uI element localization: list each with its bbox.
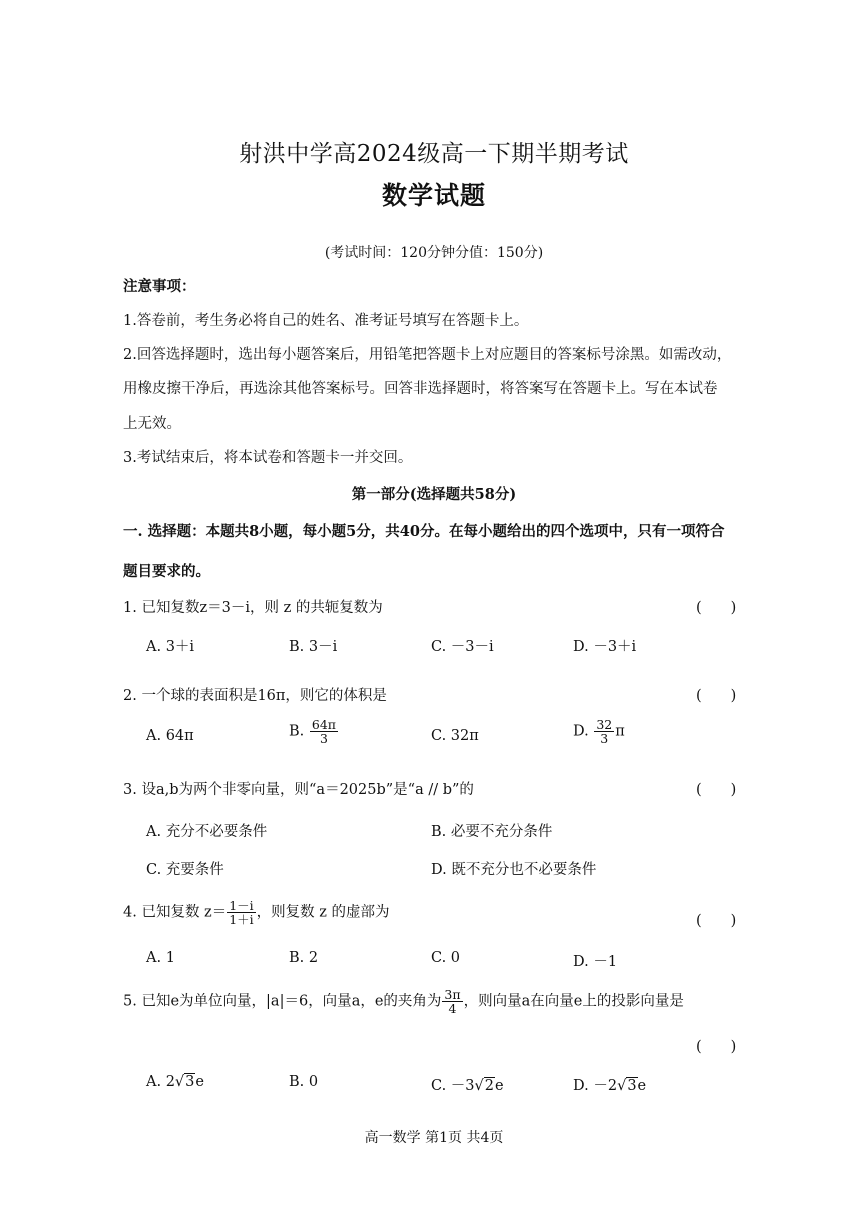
question-4-option-b: B. 2: [289, 950, 319, 966]
question-4-stem: 4. 已知复数 z＝ $\frac{1-i}{1+i}$ ，则复数 z 的虚部为: [123, 898, 390, 928]
section-instructions-line-1: 一. 选择题：本题共8小题，每小题5分，共40分。在每小题给出的四个选项中，只有一项符合: [123, 523, 725, 540]
notice-item-2-line-1: 2.回答选择题时，选出每小题答案后，用铅笔把答题卡上对应题目的答案标号涂黑。如需改动，: [123, 347, 732, 363]
question-4-option-d: D. －1: [573, 954, 618, 970]
question-2-option-a: A. 64π: [146, 728, 194, 744]
question-2-option-b: B. $\frac{64\pi}{3}$: [289, 717, 336, 747]
page-footer: 高一数学 第1页 共4页: [364, 1130, 504, 1146]
answer-blank: ( ): [696, 600, 737, 616]
part-heading: 第一部分(选择题共58分): [351, 486, 517, 503]
answer-blank: ( ): [696, 782, 737, 798]
question-1-stem: 1. 已知复数z＝3－i，则 z 的共轭复数为: [123, 600, 383, 616]
question-5-option-a: A. 2√3e: [146, 1074, 204, 1090]
question-3-option-b: B. 必要不充分条件: [431, 824, 553, 840]
exam-title: 射洪中学高2024级高一下期半期考试: [239, 141, 629, 167]
answer-blank: ( ): [696, 913, 737, 929]
question-3-option-a: A. 充分不必要条件: [146, 824, 268, 840]
subject-title: 数学试题: [381, 181, 486, 210]
question-1-option-a: A. 3＋i: [146, 639, 195, 655]
question-1-option-c: C. －3－i: [431, 639, 494, 655]
question-5-option-b: B. 0: [289, 1074, 319, 1090]
notice-item-3: 3.考试结束后，将本试卷和答题卡一并交回。: [123, 450, 413, 466]
notice-item-2-line-3: 上无效。: [123, 416, 181, 432]
question-2-option-d: D. $\frac{32}{3}$ π: [573, 717, 625, 747]
question-2-option-c: C. 32π: [431, 728, 479, 744]
question-1-option-d: D. －3＋i: [573, 639, 637, 655]
question-4-option-c: C. 0: [431, 950, 461, 966]
answer-blank: ( ): [696, 688, 737, 704]
question-4-option-a: A. 1: [146, 950, 175, 966]
question-5-option-d: D. －2√3e: [573, 1078, 647, 1094]
answer-blank: ( ): [696, 1039, 737, 1055]
question-3-option-c: C. 充要条件: [146, 862, 224, 878]
question-3-option-d: D. 既不充分也不必要条件: [431, 862, 597, 878]
notice-heading: 注意事项：: [123, 278, 196, 295]
question-3-stem: 3. 设a,b为两个非零向量，则“a＝2025b”是“a // b”的: [123, 782, 474, 798]
section-instructions-line-2: 题目要求的。: [123, 563, 210, 580]
question-2-stem: 2. 一个球的表面积是16π，则它的体积是: [123, 688, 387, 704]
question-1-option-b: B. 3－i: [289, 639, 338, 655]
question-5-option-c: C. －3√2e: [431, 1078, 504, 1094]
notice-item-1: 1.答卷前，考生务必将自己的姓名、准考证号填写在答题卡上。: [123, 313, 529, 329]
question-5-stem: 5. 已知e为单位向量，|a|＝6，向量a，e的夹角为 $\frac{3\pi}{4}$ ，则向量a在向量e上的投影向量是: [123, 987, 684, 1017]
exam-meta: (考试时间：120分钟分值：150分): [324, 245, 544, 261]
notice-item-2-line-2: 用橡皮擦干净后，再选涂其他答案标号。回答非选择题时，将答案写在答题卡上。写在本试卷: [123, 381, 718, 397]
